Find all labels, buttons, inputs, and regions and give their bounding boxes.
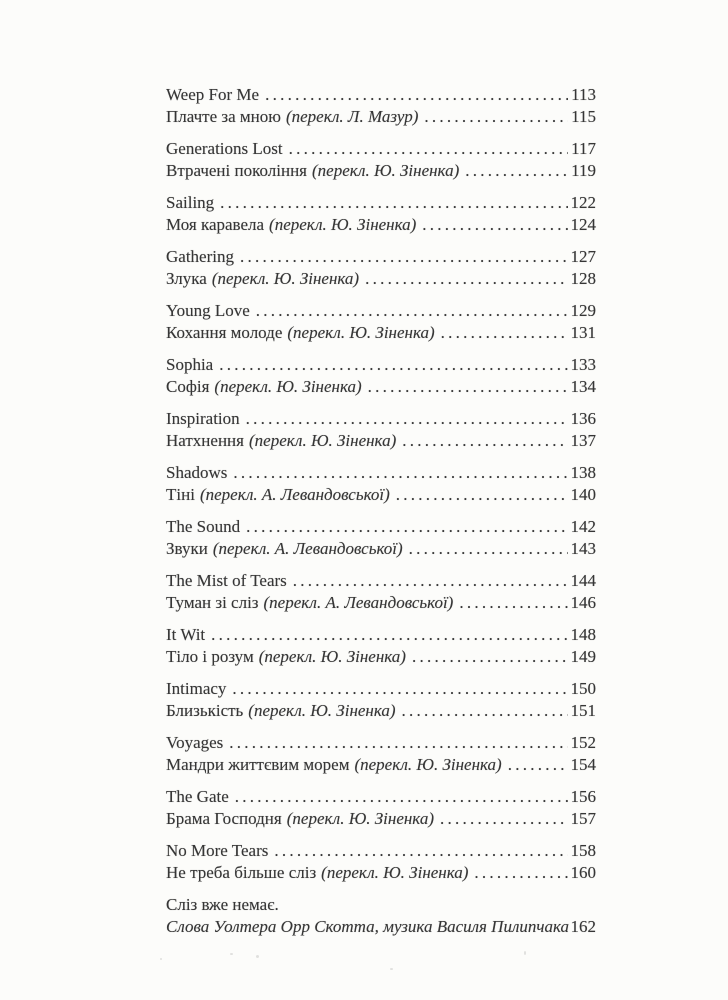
entry-title-translation: Кохання молоде [166, 323, 283, 342]
entry-page-number-original: 138 [570, 463, 596, 482]
toc-row-original [166, 786, 596, 808]
entry-page-number-original: 129 [570, 301, 596, 320]
dot-leader [365, 268, 567, 290]
toc-row-translation [166, 430, 596, 452]
entry-page-number-original: 117 [571, 139, 596, 158]
toc-entry [166, 84, 596, 128]
entry-translator-credit: (перекл. Ю. Зіненка) [214, 377, 362, 396]
entry-title-translation: Тіні [166, 485, 195, 504]
dot-leader [424, 106, 568, 128]
toc-row-translation [166, 646, 596, 668]
entry-title-original: Generations Lost [166, 139, 283, 158]
toc-entry [166, 786, 596, 830]
entry-title-translation: Не треба більше сліз [166, 863, 317, 882]
entry-title-translation: Втрачені покоління [166, 161, 307, 180]
toc-row-original [166, 84, 596, 106]
entry-title-translation: Близькість [166, 701, 244, 720]
entry-title-original: The Gate [166, 787, 229, 806]
table-of-contents-page [166, 84, 596, 938]
entry-page-number-original: 133 [570, 355, 596, 374]
footer-page-number: 162 [570, 917, 596, 936]
entry-title-original: Intimacy [166, 679, 227, 698]
toc-row-original [166, 732, 596, 754]
entry-title-translation: Мандри життєвим морем [166, 755, 350, 774]
toc-entry [166, 516, 596, 560]
entry-page-number-translation: 124 [570, 215, 596, 234]
entry-page-number-translation: 137 [570, 431, 596, 450]
entry-title-translation: Моя каравела [166, 215, 265, 234]
entry-page-number-original: 156 [570, 787, 596, 806]
entry-page-number-original: 152 [570, 733, 596, 752]
entry-page-number-original: 158 [570, 841, 596, 860]
scan-speck [160, 958, 162, 960]
entry-page-number-translation: 119 [571, 161, 596, 180]
entry-title-original: Shadows [166, 463, 228, 482]
entry-page-number-translation: 151 [570, 701, 596, 720]
toc-row-translation [166, 754, 596, 776]
dot-leader [459, 592, 567, 614]
entry-page-number-original: 142 [570, 517, 596, 536]
toc-row-original [166, 624, 596, 646]
entry-translator-credit: (перекл. А. Левандовської) [212, 539, 403, 558]
dot-leader [402, 700, 568, 722]
footer-title: Сліз вже немає. [166, 895, 279, 914]
entry-translator-credit: (перекл. Ю. Зіненка) [211, 269, 360, 288]
dot-leader [240, 246, 568, 268]
entry-translator-credit: (перекл. Л. Мазур) [285, 107, 419, 126]
entry-title-original: The Sound [166, 517, 241, 536]
entry-title-translation: Плачте за мною [166, 107, 281, 126]
dot-leader [246, 408, 568, 430]
toc-entry [166, 246, 596, 290]
toc-row-original [166, 516, 596, 538]
toc-row-original [166, 354, 596, 376]
toc-entry [166, 732, 596, 776]
toc-row-translation [166, 808, 596, 830]
toc-row-translation [166, 538, 596, 560]
entry-page-number-translation: 131 [570, 323, 596, 342]
entry-page-number-translation: 128 [570, 269, 596, 288]
entry-title-translation: Звуки [166, 539, 208, 558]
toc-row-translation [166, 862, 596, 884]
toc-row-translation [166, 268, 596, 290]
entry-page-number-translation: 134 [570, 377, 596, 396]
toc-row-translation [166, 700, 596, 722]
toc-row-original [166, 462, 596, 484]
scan-speck [230, 953, 233, 955]
entry-title-translation: Туман зі сліз [166, 593, 259, 612]
dot-leader [274, 840, 567, 862]
entry-translator-credit: (перекл. А. Левандовської) [199, 485, 390, 504]
entry-title-original: Sophia [166, 355, 214, 374]
entry-page-number-original: 122 [570, 193, 596, 212]
toc-entry [166, 678, 596, 722]
entry-translator-credit: (перекл. Ю. Зіненка) [354, 755, 502, 774]
toc-row-original [166, 300, 596, 322]
toc-row-translation [166, 484, 596, 506]
scan-speck [256, 955, 259, 958]
dot-leader [368, 376, 568, 398]
dot-leader [232, 678, 567, 700]
toc-entry [166, 840, 596, 884]
entry-page-number-original: 144 [570, 571, 596, 590]
entry-title-original: Gathering [166, 247, 234, 266]
footer-title-row [166, 894, 596, 916]
entry-translator-credit: (перекл. Ю. Зіненка) [321, 863, 469, 882]
toc-row-original [166, 408, 596, 430]
dot-leader [229, 732, 567, 754]
entry-title-translation: Натхнення [166, 431, 244, 450]
entry-translator-credit: (перекл. Ю. Зіненка) [312, 161, 460, 180]
dot-leader [412, 646, 568, 668]
toc-entry [166, 192, 596, 236]
dot-leader [265, 84, 568, 106]
entry-title-translation: Софія [166, 377, 210, 396]
toc-entry [166, 354, 596, 398]
entry-page-number-original: 150 [570, 679, 596, 698]
toc-list [166, 84, 596, 884]
entry-title-original: Inspiration [166, 409, 240, 428]
entry-translator-credit: (перекл. Ю. Зіненка) [269, 215, 417, 234]
scan-speck [524, 951, 526, 955]
entry-title-translation: Тіло і розум [166, 647, 254, 666]
toc-row-original [166, 246, 596, 268]
entry-title-original: Weep For Me [166, 85, 260, 104]
entry-title-original: It Wit [166, 625, 206, 644]
entry-page-number-translation: 115 [571, 107, 596, 126]
entry-translator-credit: (перекл. А. Левандовської) [263, 593, 454, 612]
dot-leader [508, 754, 568, 776]
dot-leader [256, 300, 568, 322]
toc-row-original [166, 138, 596, 160]
dot-leader [396, 484, 568, 506]
toc-row-translation [166, 592, 596, 614]
entry-page-number-translation: 160 [570, 863, 596, 882]
toc-row-translation [166, 214, 596, 236]
entry-page-number-translation: 140 [570, 485, 596, 504]
entry-page-number-original: 148 [570, 625, 596, 644]
toc-row-translation [166, 322, 596, 344]
toc-row-translation [166, 106, 596, 128]
entry-page-number-translation: 143 [570, 539, 596, 558]
footer-credit: Слова Уолтера Орр Скотта, музика Василя Пилипчака [166, 917, 570, 936]
entry-translator-credit: (перекл. Ю. Зіненка) [248, 431, 397, 450]
dot-leader [465, 160, 568, 182]
entry-page-number-original: 113 [571, 85, 596, 104]
footer-credit-row [166, 916, 596, 938]
toc-row-original [166, 192, 596, 214]
toc-row-original [166, 678, 596, 700]
scan-speck [390, 968, 393, 970]
toc-entry [166, 624, 596, 668]
toc-entry [166, 462, 596, 506]
entry-title-original: Voyages [166, 733, 224, 752]
entry-title-translation: Брама Господня [166, 809, 282, 828]
dot-leader [289, 138, 569, 160]
toc-entry [166, 570, 596, 614]
entry-page-number-translation: 146 [570, 593, 596, 612]
entry-title-translation: Злука [166, 269, 207, 288]
toc-row-translation [166, 376, 596, 398]
dot-leader [474, 862, 567, 884]
toc-entry [166, 300, 596, 344]
dot-leader [211, 624, 567, 646]
entry-translator-credit: (перекл. Ю. Зіненка) [287, 323, 435, 342]
dot-leader [220, 192, 567, 214]
entry-page-number-translation: 154 [570, 755, 596, 774]
entry-title-original: The Mist of Tears [166, 571, 287, 590]
dot-leader [402, 430, 567, 452]
entry-title-original: Sailing [166, 193, 215, 212]
entry-page-number-original: 136 [570, 409, 596, 428]
entry-page-number-original: 127 [570, 247, 596, 266]
dot-leader [441, 322, 568, 344]
entry-translator-credit: (перекл. Ю. Зіненка) [248, 701, 396, 720]
toc-row-translation [166, 160, 596, 182]
entry-title-original: Young Love [166, 301, 250, 320]
entry-page-number-translation: 149 [570, 647, 596, 666]
dot-leader [293, 570, 568, 592]
toc-entry [166, 408, 596, 452]
dot-leader [233, 462, 567, 484]
entry-translator-credit: (перекл. Ю. Зіненка) [258, 647, 406, 666]
toc-row-original [166, 840, 596, 862]
dot-leader [440, 808, 568, 830]
dot-leader [235, 786, 568, 808]
toc-entry [166, 138, 596, 182]
entry-title-original: No More Tears [166, 841, 269, 860]
dot-leader [219, 354, 567, 376]
entry-page-number-translation: 157 [570, 809, 596, 828]
dot-leader [422, 214, 567, 236]
dot-leader [246, 516, 567, 538]
entry-translator-credit: (перекл. Ю. Зіненка) [286, 809, 434, 828]
dot-leader [409, 538, 568, 560]
footer-entry [166, 894, 596, 938]
toc-row-original [166, 570, 596, 592]
